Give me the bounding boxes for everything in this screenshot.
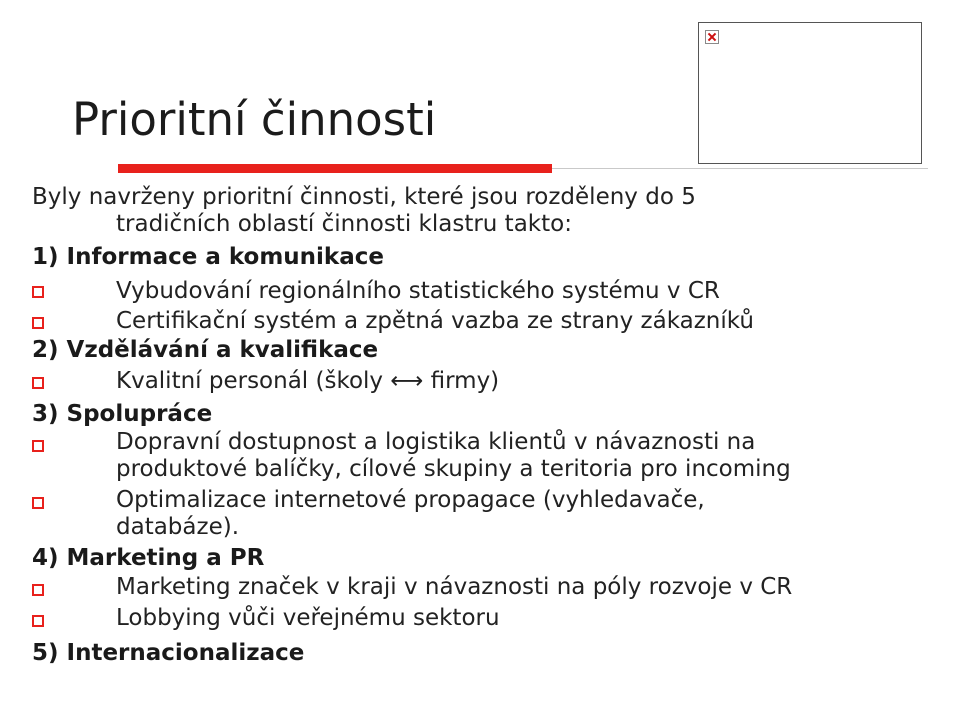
hollow-square-bullet-icon	[32, 584, 44, 596]
bullet-item-continuation: produktové balíčky, cílové skupiny a teritoria pro incoming	[116, 456, 791, 482]
section-heading: 4) Marketing a PR	[32, 545, 265, 571]
section-heading: 1) Informace a komunikace	[32, 244, 384, 270]
image-placeholder	[698, 22, 922, 164]
bullet-item: Kvalitní personál (školy ⟷ firmy)	[116, 368, 500, 394]
hollow-square-bullet-icon	[32, 615, 44, 627]
hollow-square-bullet-icon	[32, 440, 44, 452]
section-heading: 2) Vzdělávání a kvalifikace	[32, 337, 379, 363]
bullet-item: Marketing značek v kraji v návaznosti na póly rozvoje v CR	[116, 574, 793, 600]
intro-text-line: tradičních oblastí činnosti klastru takto:	[116, 211, 572, 237]
hollow-square-bullet-icon	[32, 317, 44, 329]
broken-image-icon	[705, 30, 719, 44]
slide-title: Prioritní činnosti	[72, 93, 437, 146]
hollow-square-bullet-icon	[32, 377, 44, 389]
bullet-item: Optimalizace internetové propagace (vyhledavače,	[116, 487, 705, 513]
section-heading: 3) Spolupráce	[32, 401, 213, 427]
title-underline	[118, 164, 552, 173]
intro-text-line: Byly navrženy prioritní činnosti, které jsou rozděleny do 5	[32, 184, 696, 210]
hollow-square-bullet-icon	[32, 286, 44, 298]
bullet-item: Vybudování regionálního statistického systému v CR	[116, 278, 720, 304]
bullet-item: Certifikační systém a zpětná vazba ze strany zákazníků	[116, 308, 754, 334]
hollow-square-bullet-icon	[32, 497, 44, 509]
bullet-item: Lobbying vůči veřejnému sektoru	[116, 605, 500, 631]
bullet-item-continuation: databáze).	[116, 514, 240, 540]
section-heading: 5) Internacionalizace	[32, 640, 305, 666]
title-rule	[552, 168, 928, 169]
bullet-item: Dopravní dostupnost a logistika klientů v návaznosti na	[116, 429, 756, 455]
